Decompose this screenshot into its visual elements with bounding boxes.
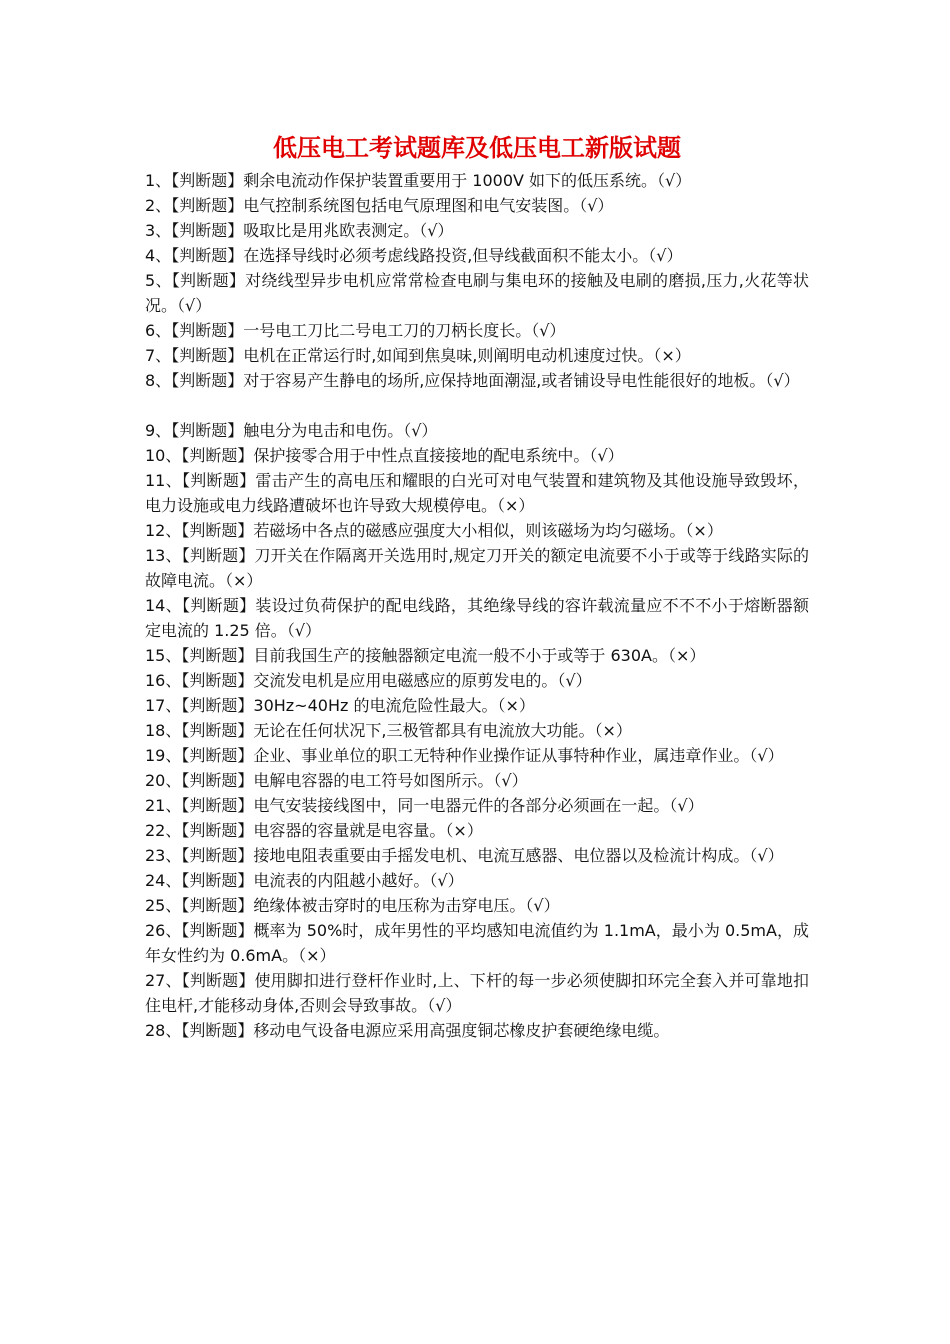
question-text: 刀开关在作隔离开关选用时,规定刀开关的额定电流要不小于或等于线路实际的故障电流。 — [145, 546, 809, 590]
question-item — [145, 918, 809, 968]
question-item — [145, 843, 809, 868]
document-title: 低压电工考试题库及低压电工新版试题 — [273, 133, 681, 162]
question-type-tag: 【判断题】 — [181, 471, 256, 490]
question-number: 27、 — [145, 971, 182, 990]
question-answer: （×） — [653, 346, 691, 365]
question-type-tag: 【判断题】 — [181, 746, 254, 765]
question-item — [145, 368, 809, 393]
question-type-tag: 【判断题】 — [171, 171, 244, 190]
question-number: 5、 — [145, 271, 172, 290]
question-number: 25、 — [145, 896, 182, 915]
question-number: 14、 — [145, 596, 182, 615]
question-text: 电解电容器的电工符号如图所示。 — [253, 771, 494, 790]
question-answer: （√） — [669, 796, 704, 815]
question-text: 电机在正常运行时,如闻到焦臭味,则阐明电动机速度过快。 — [243, 346, 654, 365]
question-item — [145, 1018, 809, 1043]
question-type-tag: 【判断题】 — [181, 771, 254, 790]
question-number: 8、 — [145, 371, 172, 390]
question-answer: （×） — [667, 646, 706, 665]
question-item — [145, 893, 809, 918]
question-item — [145, 818, 809, 843]
question-text: 电气安装接线图中，同一电器元件的各部分必须画在一起。 — [253, 796, 670, 815]
question-answer: （√） — [589, 446, 624, 465]
question-text: 使用脚扣进行登杆作业时,上、下杆的每一步必须使脚扣环完全套入并可靠地扣住电杆,才能移动身体,否则会导致事故。 — [145, 971, 809, 1015]
question-type-tag: 【判断题】 — [181, 721, 254, 740]
question-item — [145, 268, 809, 318]
question-item — [145, 318, 809, 343]
question-number: 13、 — [145, 546, 182, 565]
question-text: 在选择导线时必须考虑线路投资,但导线截面积不能太小。 — [243, 246, 649, 265]
question-answer: （√） — [493, 771, 528, 790]
question-number: 19、 — [145, 746, 182, 765]
question-item — [145, 718, 809, 743]
question-item — [145, 543, 809, 593]
question-number: 3、 — [145, 221, 172, 240]
question-text: 电气控制系统图包括电气原理图和电气安装图。 — [243, 196, 580, 215]
question-text: 触电分为电击和电伤。 — [243, 421, 404, 440]
question-text: 交流发电机是应用电磁感应的原剪发电的。 — [253, 671, 558, 690]
question-type-tag: 【判断题】 — [181, 671, 254, 690]
question-type-tag: 【判断题】 — [181, 796, 254, 815]
question-type-tag: 【判断题】 — [171, 321, 244, 340]
question-text: 装设过负荷保护的配电线路，其绝缘导线的容许载流量应不不不小于熔断器额定电流的 1.25 倍。 — [145, 596, 809, 640]
question-item — [145, 193, 809, 218]
question-item — [145, 518, 809, 543]
question-number: 18、 — [145, 721, 182, 740]
question-text: 接地电阻表重要由手摇发电机、电流互感器、电位器以及检流计构成。 — [253, 846, 750, 865]
question-type-tag: 【判断题】 — [181, 896, 254, 915]
question-text: 对绕线型异步电机应常常检查电刷与集电环的接触及电刷的磨损,压力,火花等状况。 — [145, 271, 809, 315]
question-answer: （×） — [298, 946, 336, 965]
question-answer: （√） — [749, 846, 784, 865]
question-type-tag: 【判断题】 — [181, 846, 254, 865]
question-text: 企业、事业单位的职工无特种作业操作证从事特种作业，属违章作业。 — [253, 746, 750, 765]
question-type-tag: 【判断题】 — [181, 921, 254, 940]
question-answer: （√） — [749, 746, 784, 765]
document-page — [145, 128, 809, 1043]
question-type-tag: 【判断题】 — [171, 196, 244, 215]
question-text: 移动电气设备电源应采用高强度铜芯橡皮护套硬绝缘电缆。 — [253, 1021, 670, 1040]
question-answer: （√） — [429, 871, 464, 890]
question-answer: （√） — [579, 196, 614, 215]
question-text: 若磁场中各点的磁感应强度大小相似，则该磁场为均匀磁场。 — [253, 521, 686, 540]
question-type-tag: 【判断题】 — [171, 221, 244, 240]
question-type-tag: 【判断题】 — [181, 546, 255, 565]
question-number: 11、 — [145, 471, 182, 490]
question-type-tag: 【判断题】 — [171, 371, 244, 390]
question-item — [145, 443, 809, 468]
question-type-tag: 【判断题】 — [181, 446, 254, 465]
question-item — [145, 668, 809, 693]
question-type-tag: 【判断题】 — [181, 646, 254, 665]
question-item — [145, 343, 809, 368]
question-number: 7、 — [145, 346, 172, 365]
question-answer: （×） — [594, 721, 632, 740]
question-text: 无论在任何状况下,三极管都具有电流放大功能。 — [253, 721, 595, 740]
question-answer: （×） — [497, 696, 535, 715]
question-answer: （√） — [765, 371, 800, 390]
question-type-tag: 【判断题】 — [171, 271, 246, 290]
question-answer: （√） — [557, 671, 592, 690]
question-answer: （√） — [403, 421, 438, 440]
question-number: 12、 — [145, 521, 182, 540]
question-text: 概率为 50%时，成年男性的平均感知电流值约为 1.1mA，最小为 0.5mA，成年女性约为 0.6mA。 — [145, 921, 809, 965]
question-number: 2、 — [145, 196, 172, 215]
question-answer: （√） — [286, 621, 322, 640]
question-answer: （√） — [525, 896, 560, 915]
question-number: 20、 — [145, 771, 182, 790]
question-text: 电流表的内阻越小越好。 — [253, 871, 430, 890]
question-answer: （√） — [419, 221, 454, 240]
question-answer: （×） — [225, 571, 263, 590]
question-item — [145, 743, 809, 768]
question-type-tag: 【判断题】 — [181, 971, 255, 990]
question-item — [145, 693, 809, 718]
question-item — [145, 243, 809, 268]
question-text: 吸取比是用兆欧表测定。 — [243, 221, 420, 240]
question-answer: （×） — [685, 521, 723, 540]
question-type-tag: 【判断题】 — [181, 521, 254, 540]
question-text: 剩余电流动作保护装置重要用于 1000V 如下的低压系统。 — [243, 171, 658, 190]
question-number: 10、 — [145, 446, 182, 465]
question-type-tag: 【判断题】 — [171, 346, 244, 365]
question-type-tag: 【判断题】 — [181, 871, 254, 890]
question-answer: （×） — [497, 496, 535, 515]
question-type-tag: 【判断题】 — [181, 696, 254, 715]
question-text: 绝缘体被击穿时的电压称为击穿电压。 — [253, 896, 526, 915]
question-answer: （×） — [445, 821, 483, 840]
question-answer: （√） — [531, 321, 566, 340]
question-item — [145, 868, 809, 893]
question-number: 15、 — [145, 646, 182, 665]
question-item — [145, 418, 809, 443]
question-item — [145, 643, 809, 668]
question-number: 4、 — [145, 246, 172, 265]
question-text: 雷击产生的高电压和耀眼的白光可对电气装置和建筑物及其他设施导致毁坏，电力设施或电力线路遭破坏也许导致大规模停电。 — [145, 471, 809, 515]
question-number: 26、 — [145, 921, 182, 940]
question-text: 30Hz~40Hz 的电流危险性最大。 — [253, 696, 498, 715]
question-number: 17、 — [145, 696, 182, 715]
question-number: 21、 — [145, 796, 182, 815]
question-number: 6、 — [145, 321, 172, 340]
question-list — [145, 168, 809, 1043]
question-number: 16、 — [145, 671, 182, 690]
question-answer: （√） — [657, 171, 692, 190]
question-text: 对于容易产生静电的场所,应保持地面潮湿,或者铺设导电性能很好的地板。 — [243, 371, 766, 390]
question-item — [145, 468, 809, 518]
question-type-tag: 【判断题】 — [171, 246, 244, 265]
question-answer: （√） — [648, 246, 683, 265]
question-item — [145, 968, 809, 1018]
question-text: 一号电工刀比二号电工刀的刀柄长度长。 — [243, 321, 532, 340]
question-item — [145, 593, 809, 643]
question-type-tag: 【判断题】 — [181, 821, 254, 840]
question-answer: （√） — [427, 996, 462, 1015]
question-type-tag: 【判断题】 — [181, 596, 256, 615]
question-text: 目前我国生产的接触器额定电流一般不小于或等于 630A。 — [253, 646, 668, 665]
question-number: 24、 — [145, 871, 182, 890]
question-answer: （√） — [177, 296, 212, 315]
question-number: 23、 — [145, 846, 182, 865]
question-item — [145, 768, 809, 793]
question-text: 电容器的容量就是电容量。 — [253, 821, 446, 840]
question-item — [145, 218, 809, 243]
question-number: 9、 — [145, 421, 172, 440]
question-item — [145, 168, 809, 193]
question-item — [145, 793, 809, 818]
question-text: 保护接零合用于中性点直接接地的配电系统中。 — [253, 446, 590, 465]
question-type-tag: 【判断题】 — [181, 1021, 254, 1040]
question-number: 22、 — [145, 821, 182, 840]
question-number: 1、 — [145, 171, 172, 190]
question-number: 28、 — [145, 1021, 182, 1040]
question-type-tag: 【判断题】 — [171, 421, 244, 440]
